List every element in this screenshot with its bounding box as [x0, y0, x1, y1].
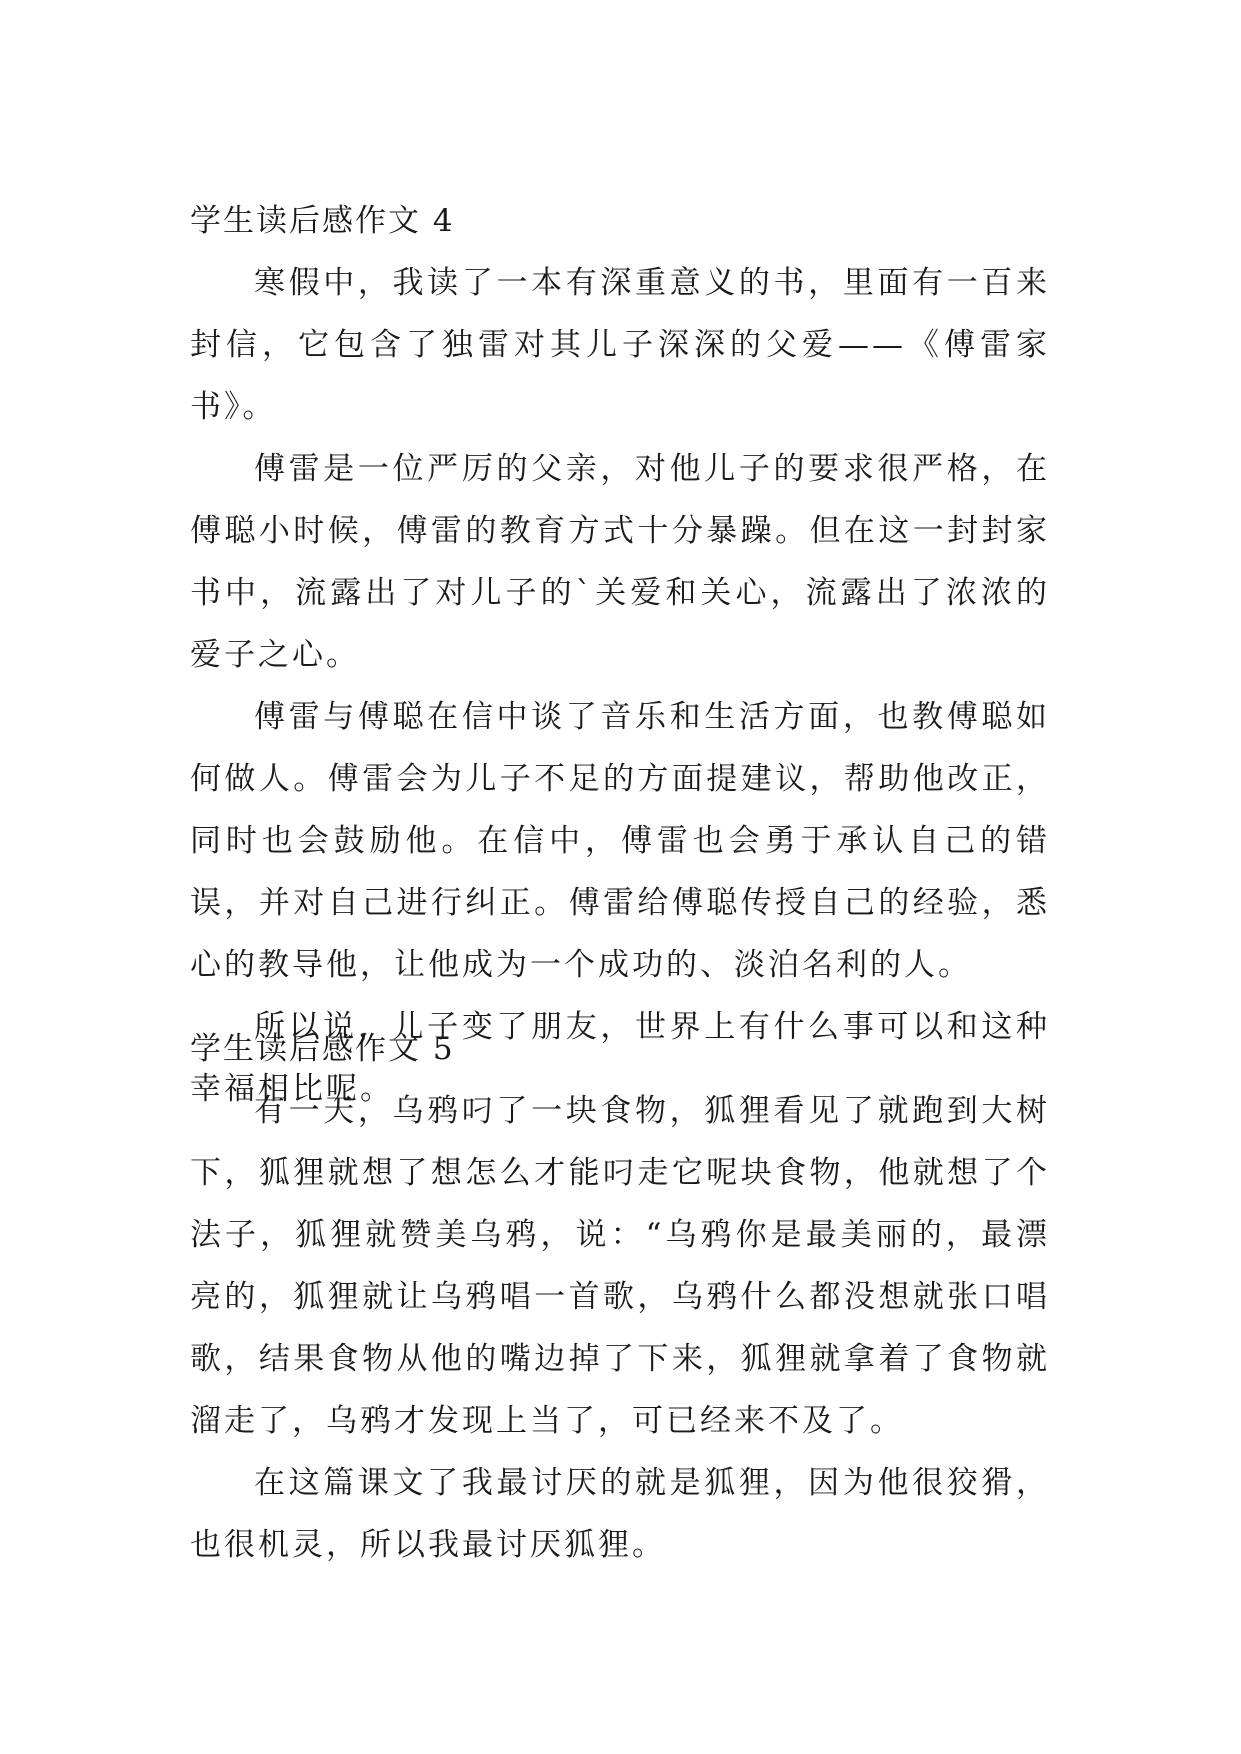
paragraph: 在这篇课文了我最讨厌的就是狐狸，因为他很狡猾，也很机灵，所以我最讨厌狐狸。	[190, 1465, 1050, 1563]
paragraph: 寒假中，我读了一本有深重意义的书，里面有一百来封信，它包含了独雷对其儿子深深的父爱——《傅雷家书》。	[190, 265, 1050, 425]
paragraph: 有一天，乌鸦叼了一块食物，狐狸看见了就跑到大树下，狐狸就想了想怎么才能叼走它呢块食物，他就想了个法子，狐狸就赞美乌鸦，说：“乌鸦你是最美丽的，最漂亮的，狐狸就让乌鸦唱一首歌，乌鸦什么都没想就张口唱歌，结果食物从他的嘴边掉了下来，狐狸就拿着了食物就溜走了，乌鸦才发现上当了，可已经来不及了。	[190, 1093, 1050, 1439]
section-title: 学生读后感作文 5	[190, 1031, 455, 1067]
paragraph: 所以说，儿子变了朋友，世界上有什么事可以和这种幸福相比呢。	[190, 1009, 1050, 1107]
section-title: 学生读后感作文 4	[190, 203, 455, 239]
essay-section-5	[190, 1018, 1050, 1576]
paragraph: 傅雷是一位严厉的父亲，对他儿子的要求很严格，在傅聪小时候，傅雷的教育方式十分暴躁。但在这一封封家书中，流露出了对儿子的`关爱和关心，流露出了浓浓的爱子之心。	[190, 451, 1050, 673]
essay-section-4	[190, 190, 1050, 1120]
paragraph: 傅雷与傅聪在信中谈了音乐和生活方面，也教傅聪如何做人。傅雷会为儿子不足的方面提建议，帮助他改正，同时也会鼓励他。在信中，傅雷也会勇于承认自己的错误，并对自己进行纠正。傅雷给傅聪传授自己的经验，悉心的教导他，让他成为一个成功的、淡泊名利的人。	[190, 699, 1050, 983]
